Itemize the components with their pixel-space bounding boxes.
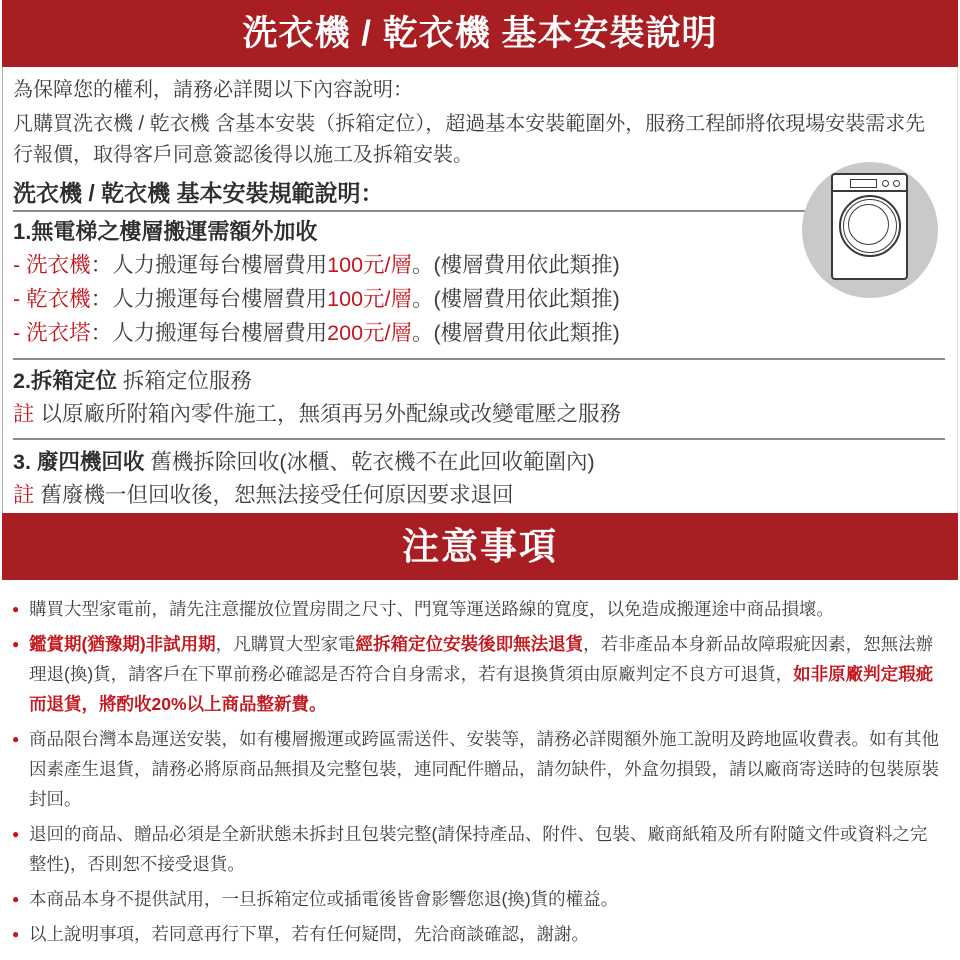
washer-control-panel — [833, 175, 906, 192]
notice-list — [2, 580, 958, 954]
text-segment: ：人力搬運每台樓層費用 — [90, 253, 328, 277]
washer-knob — [893, 180, 900, 187]
spec-row — [13, 398, 945, 431]
text-segment: 3. 廢四機回收 — [13, 450, 151, 474]
bullet-dot-icon: ● — [12, 732, 20, 746]
notice-item — [12, 919, 950, 949]
spec-section-3 — [13, 438, 945, 512]
text-segment: 以原廠所附箱內零件施工，無須再另外配線或改變電壓之服務 — [40, 402, 621, 426]
page-title: 洗衣機 / 乾衣機 基本安裝說明 — [2, 0, 958, 67]
notice-text — [29, 724, 941, 814]
text-segment: 本商品本身不提供試用，一旦拆箱定位或插電後皆會影響您退(換)貨的權益。 — [29, 889, 619, 909]
bullet-dot-icon: ● — [12, 827, 20, 841]
spec-section-2 — [13, 358, 945, 438]
text-segment: 鑑賞期(猶豫期)非試用期 — [29, 634, 216, 654]
bullet-dot-icon: ● — [12, 892, 20, 906]
spec-row — [13, 365, 945, 398]
text-segment: ：人力搬運每台樓層費用 — [90, 321, 328, 345]
washer-door-drum — [848, 204, 889, 245]
text-segment: 經拆箱定位安裝後即無法退貨 — [355, 634, 584, 654]
text-segment: 1.無電梯之樓層搬運需額外加收 — [13, 219, 318, 244]
spec-row — [13, 446, 945, 479]
text-segment: 舊廢機一但回收後，恕無法接受任何原因要求退回 — [40, 483, 514, 507]
washer-display — [850, 179, 877, 188]
notice-text — [29, 819, 941, 879]
text-segment: 註 — [13, 483, 41, 507]
intro-line: 為保障您的權利，請務必詳閱以下內容說明： — [13, 79, 413, 101]
text-segment: ：人力搬運每台樓層費用 — [90, 287, 328, 311]
text-segment: 拆箱定位服務 — [122, 369, 252, 393]
text-segment: 200元/層 — [327, 321, 413, 345]
washing-machine-icon — [802, 162, 938, 298]
text-segment: 2.拆箱定位 — [13, 369, 123, 393]
text-segment: 商品限台灣本島運送安裝，如有樓層搬運或跨區需送件、安裝等，請務必詳閱額外施工說明及跨地區收費表。如有其他因素產生退貨，請務必將原商品無損及完整包裝，連同配件贈品，請勿缺件，外盒勿損毀，請以廠商寄送時的包裝原裝封回。 — [29, 729, 939, 809]
text-segment: 。(樓層費用依此類推) — [412, 253, 620, 277]
text-segment: - 洗衣塔 — [13, 321, 91, 345]
text-segment: 。(樓層費用依此類推) — [412, 321, 620, 345]
text-segment: - 洗衣機 — [13, 253, 91, 277]
notice-item — [12, 884, 950, 914]
text-segment: 如非原廠判定瑕疵而退貨，將酌收20%以上商品整新費。 — [29, 664, 934, 714]
text-segment: 舊機拆除回收(冰櫃、乾衣機不在此回收範圍內) — [150, 450, 595, 474]
spec-row — [13, 479, 945, 512]
text-segment: 100元/層 — [327, 253, 413, 277]
spec-row — [13, 316, 945, 350]
text-segment: 退回的商品、贈品必須是全新狀態未拆封且包裝完整(請保持產品、附件、包裝、廠商紙箱及所有附隨文件或資料之完整性)，否則恕不接受退貨。 — [29, 824, 928, 874]
notice-text — [29, 884, 618, 914]
notice-text — [29, 629, 941, 719]
notice-text — [29, 594, 834, 624]
notice-item — [12, 819, 950, 879]
washer-door — [839, 195, 901, 257]
notice-text — [29, 919, 589, 949]
text-segment: 100元/層 — [327, 287, 413, 311]
washer-knob — [882, 180, 889, 187]
bullet-dot-icon: ● — [12, 927, 20, 941]
notice-item — [12, 724, 950, 814]
notice-item — [12, 629, 950, 719]
text-segment: 註 — [13, 402, 41, 426]
text-segment: 購買大型家電前，請先注意擺放位置房間之尺寸、門寬等運送路線的寬度，以免造成搬運途中商品損壞。 — [29, 599, 834, 619]
notice-item — [12, 594, 950, 624]
text-segment: ，若非產品本身新品故障瑕疵因素，恕無法辦理退(換)貨，請客戶在下單前務必確認是否符合自身需求，若有退換貨須由原廠判定不良方可退貨， — [29, 634, 934, 684]
text-segment: 以上說明事項，若同意再行下單，若有任何疑問，先洽商談確認，謝謝。 — [29, 924, 589, 944]
text-segment: 。(樓層費用依此類推) — [412, 287, 620, 311]
spec-heading: 洗衣機 / 乾衣機 基本安裝規範說明： — [13, 180, 384, 206]
intro-paragraph: 凡購買洗衣機 / 乾衣機 含基本安裝（拆箱定位），超過基本安裝範圍外，服務工程師將依現場安裝需求先行報價，取得客戶同意簽認後得以施工及拆箱安裝。 — [13, 113, 926, 166]
bullet-dot-icon: ● — [12, 637, 20, 651]
notice-section-title: 注意事項 — [2, 513, 958, 580]
washer-body — [831, 173, 908, 280]
text-segment: - 乾衣機 — [13, 287, 91, 311]
text-segment: ，凡購買大型家電 — [215, 634, 356, 654]
bullet-dot-icon: ● — [12, 602, 20, 616]
